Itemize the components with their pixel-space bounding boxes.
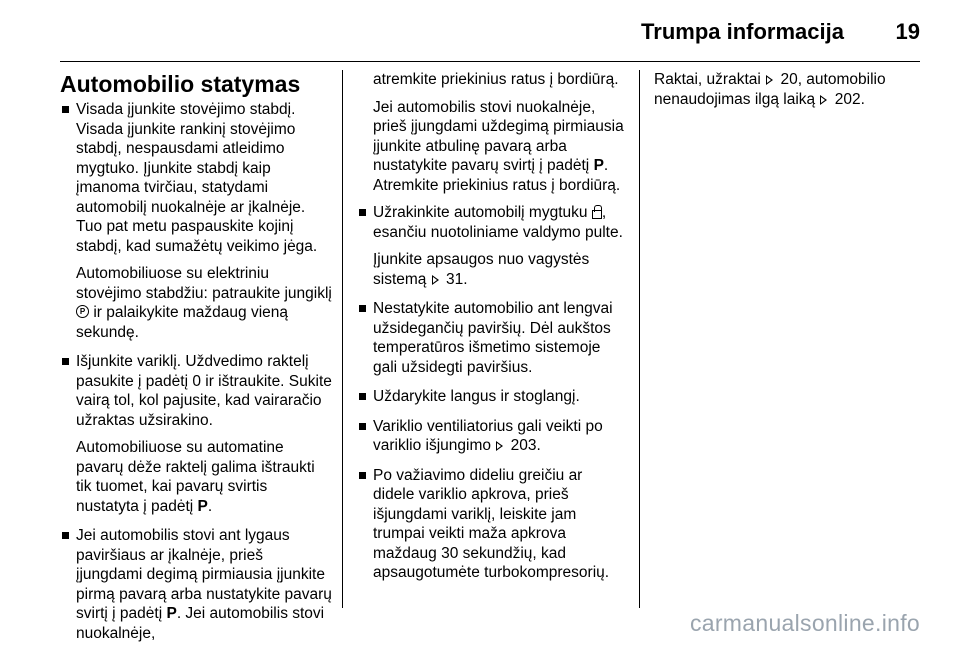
column-divider xyxy=(639,70,640,608)
gear-position: P xyxy=(166,605,177,622)
list-item xyxy=(357,466,627,583)
paragraph: Užrakinkite automobilį mygtuku , esančiu nuotoliniame valdymo pulte. xyxy=(373,204,623,241)
header-title: Trumpa informacija xyxy=(641,19,844,44)
bullet-icon xyxy=(359,472,366,479)
column-divider xyxy=(342,70,343,608)
paragraph: Uždarykite langus ir stoglangį. xyxy=(373,388,580,405)
watermark: carmanualsonline.info xyxy=(689,610,920,636)
bullet-icon xyxy=(359,305,366,312)
paragraph: Automobiliuose su automatine pavarų dėže raktelį galima ištraukti tik tuomet, kai pavarų svirtis nustatyta į padėtį P. xyxy=(76,439,315,515)
list-item xyxy=(60,526,332,643)
paragraph: Nestatykite automobilio ant lengvai užsidegančių paviršių. Dėl aukštos temperatūros išmetimo sistemoje gali užsidegti paviršius. xyxy=(373,300,613,376)
list-item xyxy=(60,352,332,516)
bullet-icon xyxy=(62,106,69,113)
arrow-icon xyxy=(495,439,506,451)
arrow-icon xyxy=(765,73,776,85)
gear-position: P xyxy=(593,157,604,174)
paragraph: Įjunkite apsaugos nuo vagystės sistemą 31. xyxy=(373,251,590,288)
header-divider xyxy=(60,61,920,62)
paragraph: Automobiliuose su elektriniu stovėjimo stabdžiu: patraukite jungiklį P ir palaikykite maždaug vieną sekundę. xyxy=(76,264,332,342)
arrow-icon xyxy=(431,273,442,285)
page-number: 19 xyxy=(895,19,920,44)
paragraph: Išjunkite variklį. Uždvedimo raktelį pasukite į padėtį 0 ir ištraukite. Sukite vairą tol, kol pajusite, kad vairaračio užraktas užsirakino. xyxy=(76,353,332,429)
paragraph: atremkite priekinius ratus į bordiūrą. xyxy=(373,71,619,88)
paragraph: Po važiavimo dideliu greičiu ar didele variklio apkrova, prieš išjungdami variklį, leiskite jam trumpai veikti maža apkrova maždaug 30 sekundžių, kad apsaugotumėte turbokompresorių. xyxy=(373,466,610,581)
list-item xyxy=(60,100,332,342)
list-item xyxy=(357,417,627,456)
column-2 xyxy=(357,70,627,593)
arrow-icon xyxy=(819,93,830,105)
paragraph: Visada įjunkite stovėjimo stabdį. Visada įjunkite rankinį stovėjimo stabdį, nespausdami atleidimo mygtuko. Įjunkite stabdį kaip įmanoma tvirčiau, statydami automobilį nuokalnėje ar įkalnėje. Tuo pat metu paspauskite kojinį stabdį, kad sumažėtų veikimo jėga. xyxy=(76,101,318,255)
bullet-icon xyxy=(359,209,366,216)
paragraph: Variklio ventiliatorius gali veikti po variklio išjungimo 203. xyxy=(373,417,603,454)
list-item xyxy=(357,299,627,377)
bullet-icon xyxy=(62,532,69,539)
column-3 xyxy=(654,70,924,109)
paragraph: Raktai, užraktai 20, automobilio nenaudojimas ilgą laiką 202. xyxy=(654,71,886,108)
bullet-icon xyxy=(359,423,366,430)
gear-position: P xyxy=(197,497,208,515)
bullet-icon xyxy=(62,358,69,365)
paragraph: Jei automobilis stovi nuokalnėje, prieš įjungdami uždegimą pirmiausia įjunkite atbulinę pavarą arba nustatykite pavarų svirtį į padėtį P. Atremkite priekinius ratus į bordiūrą. xyxy=(373,98,624,194)
section-title: Automobilio statymas xyxy=(60,71,301,97)
list-item xyxy=(357,203,627,289)
paragraph: Jei automobilis stovi ant lygaus paviršiaus ar įkalnėje, prieš įjungdami degimą pirmiausia įjunkite pirmą pavarą arba nustatykite pavarų svirtį į padėtį P. Jei automobilis stovi nuokalnėje, xyxy=(76,527,332,642)
lock-icon xyxy=(592,205,602,218)
list-item xyxy=(357,387,627,407)
parking-brake-icon xyxy=(76,305,89,318)
column-1 xyxy=(60,70,332,653)
bullet-icon xyxy=(359,393,366,400)
